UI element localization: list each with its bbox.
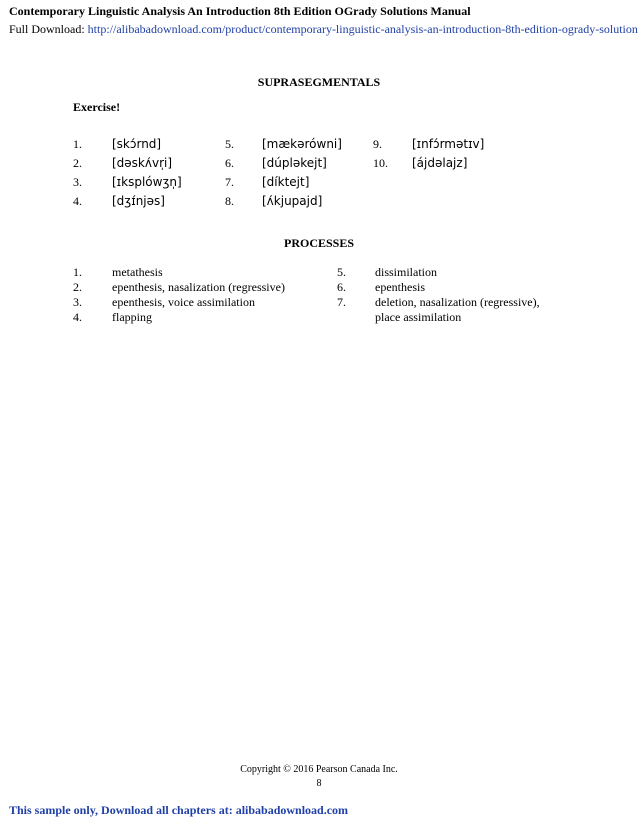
process-text: flapping	[112, 310, 152, 324]
process-text: epenthesis	[375, 280, 425, 294]
process-text: place assimilation	[375, 310, 462, 324]
exercise-item-transcription: [dúpləkejt]	[262, 156, 327, 170]
document-title: Contemporary Linguistic Analysis An Introduction 8th Edition OGrady Solutions Manual	[9, 4, 471, 18]
exercise-item-number: 1.	[73, 137, 82, 151]
process-number: 1.	[73, 265, 82, 279]
exercise-item-number: 6.	[225, 156, 234, 170]
process-text: deletion, nasalization (regressive),	[375, 295, 540, 309]
exercise-item-transcription: [ɪksplówʒn̩]	[112, 175, 182, 189]
exercise-item-transcription: [ájdəlajz]	[412, 156, 468, 170]
sample-download-note[interactable]: This sample only, Download all chapters at: alibabadownload.com	[9, 803, 349, 817]
process-number: 7.	[337, 295, 346, 309]
exercise-item-number: 9.	[373, 137, 382, 151]
copyright-notice: Copyright © 2016 Pearson Canada Inc.	[240, 764, 398, 775]
exercise-item-number: 2.	[73, 156, 82, 170]
process-text: dissimilation	[375, 265, 438, 279]
exercise-item-number: 7.	[225, 175, 234, 189]
exercise-item-transcription: [dəskʌ́vr̩i]	[112, 156, 173, 170]
full-download-line	[9, 22, 638, 37]
process-number: 2.	[73, 280, 82, 294]
full-download-link[interactable]: http://alibabadownload.com/product/contemporary-linguistic-analysis-an-introduction-8th-edition-ogrady-solution	[87, 22, 638, 36]
process-text: epenthesis, voice assimilation	[112, 295, 255, 309]
page-number: 8	[316, 778, 322, 789]
process-number: 4.	[73, 310, 82, 324]
exercise-item-transcription: [ʌ́kjupajd]	[262, 194, 323, 208]
exercise-item-number: 8.	[225, 194, 234, 208]
exercise-item-transcription: [skɔ́rnd]	[112, 137, 162, 151]
full-download-label: Full Download:	[9, 22, 88, 36]
suprasegmentals-heading: SUPRASEGMENTALS	[257, 75, 381, 89]
process-number: 6.	[337, 280, 346, 294]
process-text: epenthesis, nasalization (regressive)	[112, 280, 285, 294]
process-number: 3.	[73, 295, 82, 309]
processes-heading: PROCESSES	[283, 236, 355, 250]
exercise-item-number: 10.	[373, 156, 388, 170]
exercise-label: Exercise!	[73, 100, 121, 114]
process-text: metathesis	[112, 265, 163, 279]
exercise-item-number: 3.	[73, 175, 82, 189]
process-number: 5.	[337, 265, 346, 279]
exercise-item-transcription: [dʒɪ́njəs]	[112, 194, 165, 208]
exercise-item-number: 4.	[73, 194, 82, 208]
exercise-item-transcription: [ɪnfɔ́rmətɪv]	[412, 137, 485, 151]
exercise-item-number: 5.	[225, 137, 234, 151]
exercise-item-transcription: [díktejt]	[262, 175, 310, 189]
exercise-item-transcription: [mækərówni]	[262, 137, 342, 151]
